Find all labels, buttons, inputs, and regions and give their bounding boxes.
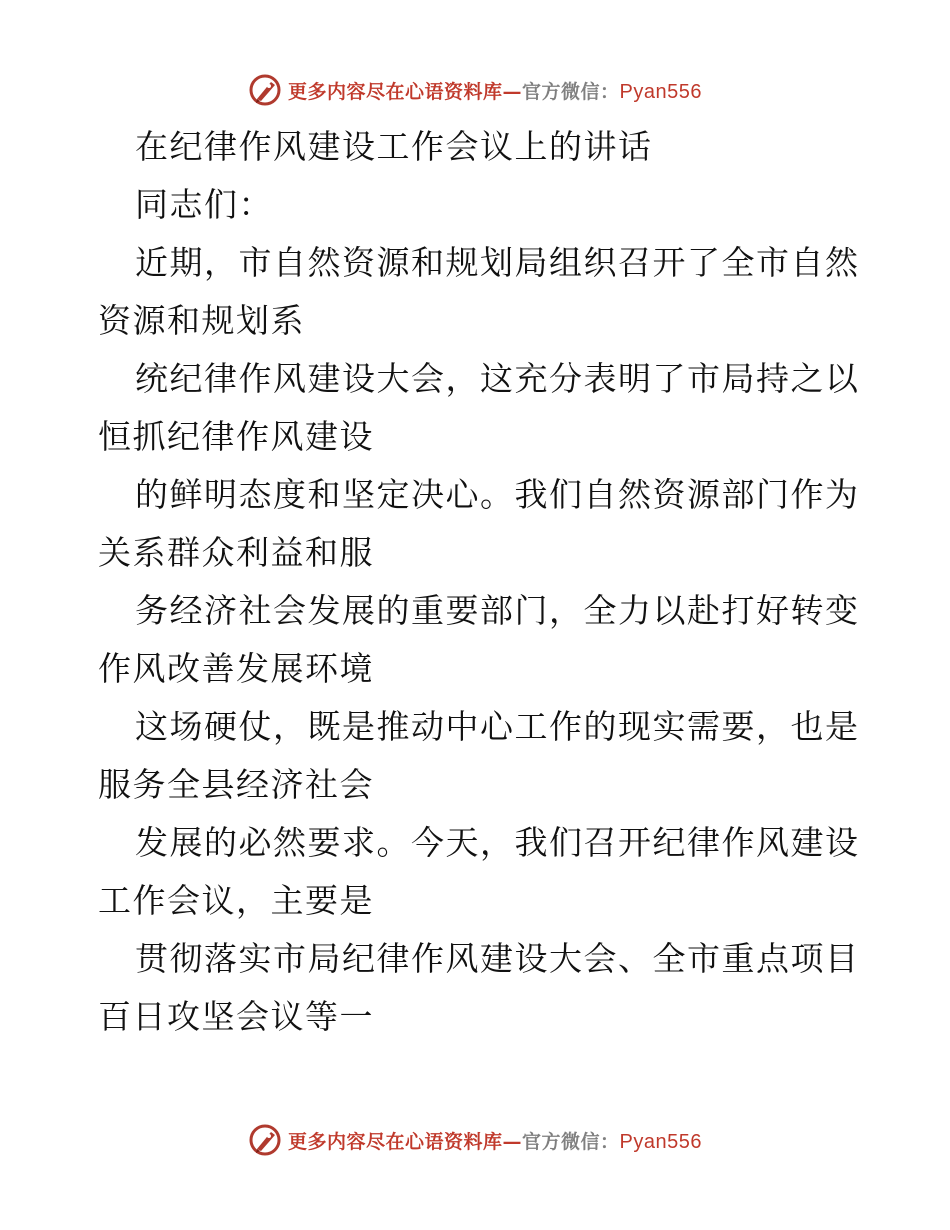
pen-logo-icon xyxy=(248,73,282,107)
document-line: 的鲜明态度和坚定决心。我们自然资源部门作为 xyxy=(135,475,860,514)
watermark-wechat-label: 官方微信： xyxy=(522,80,620,103)
watermark-wechat-id: Pyan556 xyxy=(619,80,702,103)
document-line: 在纪律作风建设工作会议上的讲话 xyxy=(135,127,653,166)
document-line: 发展的必然要求。今天，我们召开纪律作风建设 xyxy=(135,823,860,862)
document-line: 作风改善发展环境 xyxy=(98,649,374,688)
pen-logo-icon xyxy=(248,1123,282,1157)
document-line: 百日攻坚会议等一 xyxy=(98,997,374,1036)
document-line: 恒抓纪律作风建设 xyxy=(98,417,374,456)
document-line: 统纪律作风建设大会，这充分表明了市局持之以 xyxy=(135,359,860,398)
document-line: 工作会议，主要是 xyxy=(98,881,374,920)
document-line: 服务全县经济社会 xyxy=(98,765,374,804)
document-line: 关系群众利益和服 xyxy=(98,533,374,572)
watermark-dash: — xyxy=(502,80,523,103)
document-line: 同志们： xyxy=(135,185,273,224)
document-line: 资源和规划系 xyxy=(98,301,305,340)
watermark-wechat-label: 官方微信： xyxy=(522,1130,620,1153)
watermark-slogan: 更多内容尽在心语资料库 xyxy=(288,80,503,103)
watermark-slogan: 更多内容尽在心语资料库 xyxy=(288,1130,503,1153)
document-line: 务经济社会发展的重要部门，全力以赴打好转变 xyxy=(135,591,860,630)
footer-watermark xyxy=(0,1120,950,1160)
document-line: 贯彻落实市局纪律作风建设大会、全市重点项目 xyxy=(135,939,860,978)
header-watermark xyxy=(0,70,950,110)
watermark-dash: — xyxy=(502,1130,523,1153)
document-line: 这场硬仗，既是推动中心工作的现实需要，也是 xyxy=(135,707,860,746)
document-body xyxy=(98,118,858,1046)
watermark-wechat-id: Pyan556 xyxy=(619,1130,702,1153)
document-line: 近期，市自然资源和规划局组织召开了全市自然 xyxy=(135,243,860,282)
